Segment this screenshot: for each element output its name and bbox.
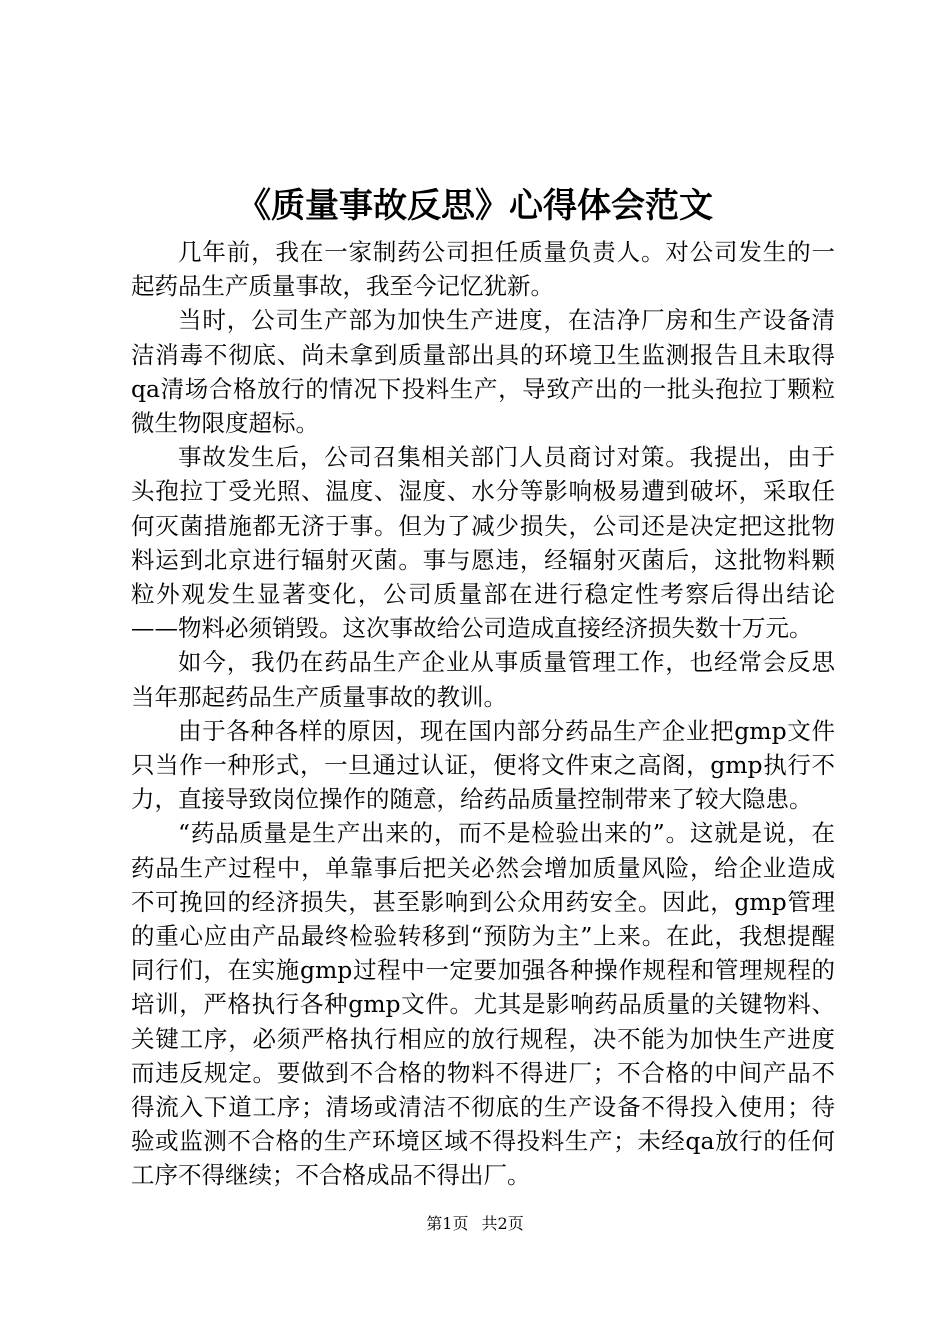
page-total: 共2页 bbox=[481, 1214, 524, 1233]
paragraph: “药品质量是生产出来的，而不是检验出来的”。这就是说，在药品生产过程中，单靠事后把关必然会增加质量风险，给企业造成不可挽回的经济损失，甚至影响到公众用药安全。因此，gmp管理的重心应由产品最终检验转移到“预防为主”上来。在此，我想提醒同行们，在实施gmp过程中一定要加强各种操作规程和管理规程的培训，严格执行各种gmp文件。尤其是影响药品质量的关键物料、关键工序，必须严格执行相应的放行规程，决不能为加快生产进度而违反规定。要做到不合格的物料不得进厂；不合格的中间产品不得流入下道工序；清场或清洁不彻底的生产设备不得投入使用；待验或监测不合格的生产环境区域不得投料生产；未经qa放行的任何工序不得继续；不合格成品不得出厂。 bbox=[131, 819, 835, 1190]
page-footer bbox=[0, 1212, 950, 1236]
page-number: 第1页 bbox=[426, 1214, 469, 1233]
paragraph: 由于各种各样的原因，现在国内部分药品生产企业把gmp文件只当作一种形式，一旦通过认证，便将文件束之高阁，gmp执行不力，直接导致岗位操作的随意，给药品质量控制带来了较大隐患。 bbox=[131, 716, 835, 814]
paragraph: 当时，公司生产部为加快生产进度，在洁净厂房和生产设备清洁消毒不彻底、尚未拿到质量部出具的环境卫生监测报告且未取得qa清场合格放行的情况下投料生产，导致产出的一批头孢拉丁颗粒微生物限度超标。 bbox=[131, 306, 835, 438]
paragraph: 几年前，我在一家制药公司担任质量负责人。对公司发生的一起药品生产质量事故，我至今记忆犹新。 bbox=[131, 238, 835, 301]
document-body bbox=[131, 235, 835, 1193]
paragraph: 如今，我仍在药品生产企业从事质量管理工作，也经常会反思当年那起药品生产质量事故的教训。 bbox=[131, 648, 835, 711]
document-title: 《质量事故反思》心得体会范文 bbox=[237, 186, 713, 226]
paragraph: 事故发生后，公司召集相关部门人员商讨对策。我提出，由于头孢拉丁受光照、温度、湿度、水分等影响极易遭到破坏，采取任何灭菌措施都无济于事。但为了减少损失，公司还是决定把这批物料运到北京进行辐射灭菌。事与愿违，经辐射灭菌后，这批物料颗粒外观发生显著变化，公司质量部在进行稳定性考察后得出结论——物料必须销毁。这次事故给公司造成直接经济损失数十万元。 bbox=[131, 443, 835, 643]
